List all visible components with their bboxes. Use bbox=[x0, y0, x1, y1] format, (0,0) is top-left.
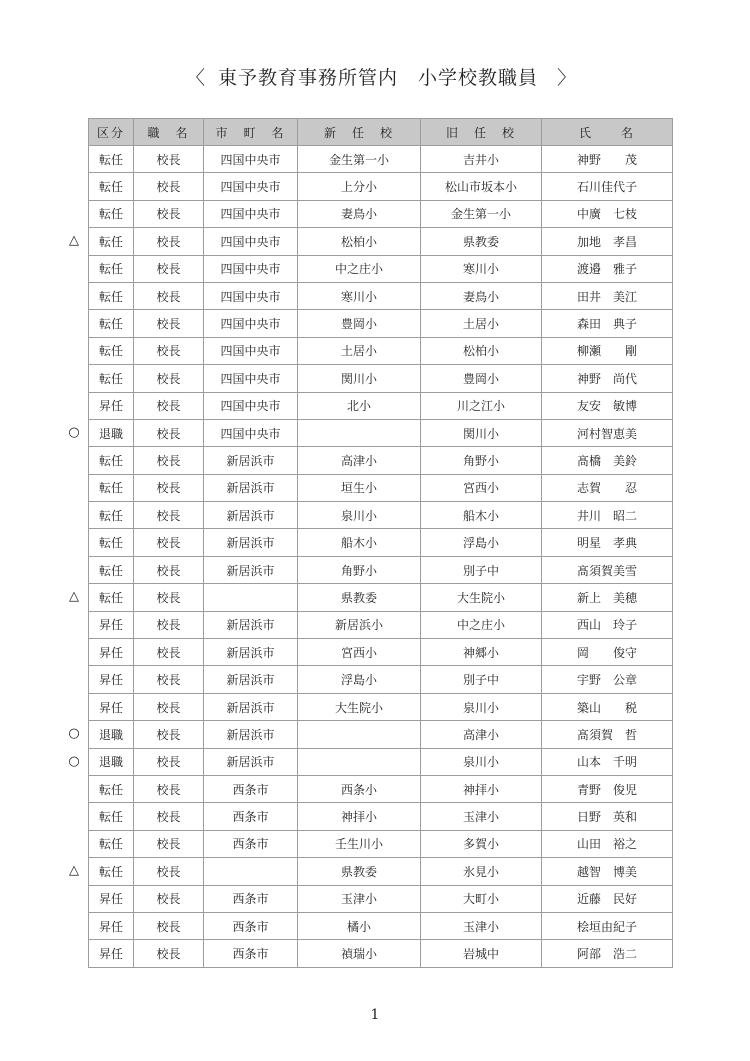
cell-name: 志賀 忍 bbox=[542, 474, 673, 501]
cell-old-school: 玉津小 bbox=[421, 912, 542, 939]
row-mark: ○ bbox=[68, 753, 80, 769]
row-mark bbox=[60, 145, 88, 172]
cell-name: 髙橋 美鈴 bbox=[542, 447, 673, 474]
cell-name: 神野 尚代 bbox=[542, 365, 673, 392]
cell-city: 西条市 bbox=[204, 775, 298, 802]
row-mark: ○ bbox=[68, 424, 80, 440]
cell-shoku: 校長 bbox=[134, 529, 204, 556]
cell-shoku: 校長 bbox=[134, 775, 204, 802]
cell-old-school: 多賀小 bbox=[421, 830, 542, 857]
row-mark bbox=[60, 638, 88, 665]
cell-shoku: 校長 bbox=[134, 803, 204, 830]
table-row bbox=[89, 365, 673, 392]
cell-shoku: 校長 bbox=[134, 666, 204, 693]
document-title bbox=[0, 63, 750, 93]
cell-new-school: 船木小 bbox=[298, 529, 421, 556]
table-row bbox=[89, 173, 673, 200]
row-mark bbox=[60, 528, 88, 555]
cell-new-school: 北小 bbox=[298, 392, 421, 419]
cell-shoku: 校長 bbox=[134, 556, 204, 583]
cell-old-school: 神郷小 bbox=[421, 639, 542, 666]
page-number: 1 bbox=[370, 1007, 380, 1023]
table-row bbox=[89, 912, 673, 939]
cell-new-school bbox=[298, 721, 421, 748]
cell-kubun: 転任 bbox=[89, 173, 134, 200]
row-mark bbox=[60, 912, 88, 939]
title-text: 東予教育事務所管内 小学校教職員 bbox=[218, 67, 539, 89]
cell-kubun: 転任 bbox=[89, 255, 134, 282]
cell-kubun: 退職 bbox=[89, 748, 134, 775]
header-new-school: 新 任 校 bbox=[298, 119, 421, 146]
cell-shoku: 校長 bbox=[134, 639, 204, 666]
cell-kubun: 転任 bbox=[89, 146, 134, 173]
row-marks-column bbox=[60, 145, 88, 967]
row-mark bbox=[60, 309, 88, 336]
cell-old-school: 関川小 bbox=[421, 419, 542, 446]
header-kubun: 区分 bbox=[89, 119, 134, 146]
cell-kubun: 転任 bbox=[89, 474, 134, 501]
cell-city: 新居浜市 bbox=[204, 639, 298, 666]
row-mark: ○ bbox=[68, 726, 80, 742]
cell-name: 新上 美穂 bbox=[542, 584, 673, 611]
cell-new-school: 大生院小 bbox=[298, 693, 421, 720]
row-mark: △ bbox=[69, 233, 79, 249]
cell-new-school: 中之庄小 bbox=[298, 255, 421, 282]
cell-new-school: 浮島小 bbox=[298, 666, 421, 693]
cell-new-school: 玉津小 bbox=[298, 885, 421, 912]
table-row bbox=[89, 666, 673, 693]
cell-city: 西条市 bbox=[204, 885, 298, 912]
cell-city: 四国中央市 bbox=[204, 419, 298, 446]
cell-name: 山本 千明 bbox=[542, 748, 673, 775]
cell-city bbox=[204, 858, 298, 885]
cell-new-school: 土居小 bbox=[298, 337, 421, 364]
cell-new-school: 関川小 bbox=[298, 365, 421, 392]
cell-kubun: 退職 bbox=[89, 721, 134, 748]
cell-name: 日野 英和 bbox=[542, 803, 673, 830]
cell-old-school: 松山市坂本小 bbox=[421, 173, 542, 200]
row-mark bbox=[60, 939, 88, 966]
title-open-bracket: 〈 bbox=[186, 67, 206, 89]
cell-new-school: 西条小 bbox=[298, 775, 421, 802]
cell-kubun: 転任 bbox=[89, 858, 134, 885]
cell-kubun: 昇任 bbox=[89, 666, 134, 693]
table-row bbox=[89, 419, 673, 446]
cell-city: 新居浜市 bbox=[204, 502, 298, 529]
table-row bbox=[89, 282, 673, 309]
cell-shoku: 校長 bbox=[134, 912, 204, 939]
table-row bbox=[89, 885, 673, 912]
table-row bbox=[89, 803, 673, 830]
cell-city: 四国中央市 bbox=[204, 365, 298, 392]
cell-name: 井川 昭二 bbox=[542, 502, 673, 529]
table-row bbox=[89, 639, 673, 666]
cell-kubun: 転任 bbox=[89, 447, 134, 474]
table-row bbox=[89, 775, 673, 802]
cell-new-school: 神拝小 bbox=[298, 803, 421, 830]
table-row bbox=[89, 310, 673, 337]
cell-city: 四国中央市 bbox=[204, 282, 298, 309]
cell-kubun: 転任 bbox=[89, 803, 134, 830]
cell-name: 近藤 民好 bbox=[542, 885, 673, 912]
cell-city: 四国中央市 bbox=[204, 310, 298, 337]
table-row bbox=[89, 721, 673, 748]
cell-shoku: 校長 bbox=[134, 310, 204, 337]
cell-shoku: 校長 bbox=[134, 392, 204, 419]
table-row bbox=[89, 228, 673, 255]
row-mark bbox=[60, 802, 88, 829]
cell-kubun: 転任 bbox=[89, 337, 134, 364]
cell-name: 渡邉 雅子 bbox=[542, 255, 673, 282]
cell-city: 新居浜市 bbox=[204, 693, 298, 720]
cell-kubun: 昇任 bbox=[89, 885, 134, 912]
table-row bbox=[89, 830, 673, 857]
cell-new-school bbox=[298, 748, 421, 775]
table-row bbox=[89, 529, 673, 556]
row-mark bbox=[60, 446, 88, 473]
row-mark bbox=[60, 611, 88, 638]
cell-kubun: 昇任 bbox=[89, 392, 134, 419]
cell-new-school: 寒川小 bbox=[298, 282, 421, 309]
cell-kubun: 昇任 bbox=[89, 912, 134, 939]
table-row bbox=[89, 556, 673, 583]
cell-kubun: 昇任 bbox=[89, 693, 134, 720]
cell-old-school: 浮島小 bbox=[421, 529, 542, 556]
cell-kubun: 退職 bbox=[89, 419, 134, 446]
cell-name: 髙須賀美雪 bbox=[542, 556, 673, 583]
cell-old-school: 妻鳥小 bbox=[421, 282, 542, 309]
table-row bbox=[89, 200, 673, 227]
row-mark bbox=[60, 200, 88, 227]
cell-name: 河村智恵美 bbox=[542, 419, 673, 446]
cell-new-school: 妻鳥小 bbox=[298, 200, 421, 227]
cell-old-school: 大町小 bbox=[421, 885, 542, 912]
cell-name: 中廣 七枝 bbox=[542, 200, 673, 227]
cell-city: 四国中央市 bbox=[204, 255, 298, 282]
cell-city: 西条市 bbox=[204, 940, 298, 967]
cell-new-school: 角野小 bbox=[298, 556, 421, 583]
row-mark bbox=[60, 255, 88, 282]
cell-kubun: 転任 bbox=[89, 556, 134, 583]
cell-kubun: 転任 bbox=[89, 502, 134, 529]
cell-kubun: 転任 bbox=[89, 529, 134, 556]
cell-city: 西条市 bbox=[204, 830, 298, 857]
header-old-school: 旧 任 校 bbox=[421, 119, 542, 146]
table-body bbox=[89, 146, 673, 968]
cell-new-school: 禎瑞小 bbox=[298, 940, 421, 967]
cell-shoku: 校長 bbox=[134, 474, 204, 501]
cell-shoku: 校長 bbox=[134, 584, 204, 611]
cell-kubun: 転任 bbox=[89, 310, 134, 337]
table-header-row bbox=[89, 119, 673, 146]
cell-city: 新居浜市 bbox=[204, 666, 298, 693]
header-city: 市 町 名 bbox=[204, 119, 298, 146]
cell-new-school: 上分小 bbox=[298, 173, 421, 200]
cell-name: 山田 裕之 bbox=[542, 830, 673, 857]
cell-new-school: 宮西小 bbox=[298, 639, 421, 666]
cell-name: 友安 敏博 bbox=[542, 392, 673, 419]
cell-name: 神野 茂 bbox=[542, 146, 673, 173]
cell-city: 四国中央市 bbox=[204, 228, 298, 255]
cell-old-school: 川之江小 bbox=[421, 392, 542, 419]
cell-old-school: 寒川小 bbox=[421, 255, 542, 282]
row-mark bbox=[60, 830, 88, 857]
cell-shoku: 校長 bbox=[134, 419, 204, 446]
cell-city: 四国中央市 bbox=[204, 337, 298, 364]
cell-shoku: 校長 bbox=[134, 940, 204, 967]
cell-new-school: 豊岡小 bbox=[298, 310, 421, 337]
cell-old-school: 玉津小 bbox=[421, 803, 542, 830]
header-name: 氏 名 bbox=[542, 119, 673, 146]
cell-shoku: 校長 bbox=[134, 200, 204, 227]
row-mark bbox=[60, 364, 88, 391]
cell-name: 築山 税 bbox=[542, 693, 673, 720]
cell-old-school: 県教委 bbox=[421, 228, 542, 255]
row-mark bbox=[60, 693, 88, 720]
cell-name: 森田 典子 bbox=[542, 310, 673, 337]
table-row bbox=[89, 693, 673, 720]
cell-shoku: 校長 bbox=[134, 255, 204, 282]
cell-name: 岡 俊守 bbox=[542, 639, 673, 666]
cell-shoku: 校長 bbox=[134, 337, 204, 364]
cell-new-school: 松柏小 bbox=[298, 228, 421, 255]
cell-old-school: 土居小 bbox=[421, 310, 542, 337]
row-mark bbox=[60, 337, 88, 364]
cell-new-school: 壬生川小 bbox=[298, 830, 421, 857]
cell-city: 四国中央市 bbox=[204, 392, 298, 419]
cell-old-school: 別子中 bbox=[421, 666, 542, 693]
cell-new-school: 新居浜小 bbox=[298, 611, 421, 638]
cell-name: 加地 孝昌 bbox=[542, 228, 673, 255]
cell-shoku: 校長 bbox=[134, 146, 204, 173]
cell-old-school: 船木小 bbox=[421, 502, 542, 529]
cell-shoku: 校長 bbox=[134, 228, 204, 255]
table-row bbox=[89, 584, 673, 611]
cell-shoku: 校長 bbox=[134, 693, 204, 720]
cell-name: 青野 俊児 bbox=[542, 775, 673, 802]
cell-new-school: 橘小 bbox=[298, 912, 421, 939]
cell-name: 田井 美江 bbox=[542, 282, 673, 309]
row-mark bbox=[60, 282, 88, 309]
cell-old-school: 松柏小 bbox=[421, 337, 542, 364]
cell-city: 新居浜市 bbox=[204, 721, 298, 748]
cell-old-school: 岩城中 bbox=[421, 940, 542, 967]
row-mark: △ bbox=[69, 589, 79, 605]
cell-new-school: 金生第一小 bbox=[298, 146, 421, 173]
table-row bbox=[89, 146, 673, 173]
cell-city: 新居浜市 bbox=[204, 474, 298, 501]
cell-kubun: 転任 bbox=[89, 775, 134, 802]
cell-new-school bbox=[298, 419, 421, 446]
table-row bbox=[89, 748, 673, 775]
cell-name: 髙須賀 哲 bbox=[542, 721, 673, 748]
cell-name: 桧垣由紀子 bbox=[542, 912, 673, 939]
cell-city: 四国中央市 bbox=[204, 200, 298, 227]
cell-name: 柳瀬 剛 bbox=[542, 337, 673, 364]
cell-old-school: 神拝小 bbox=[421, 775, 542, 802]
table-row bbox=[89, 255, 673, 282]
cell-new-school: 県教委 bbox=[298, 858, 421, 885]
row-mark bbox=[60, 501, 88, 528]
cell-old-school: 氷見小 bbox=[421, 858, 542, 885]
cell-name: 越智 博美 bbox=[542, 858, 673, 885]
row-mark bbox=[60, 775, 88, 802]
header-shoku: 職 名 bbox=[134, 119, 204, 146]
cell-kubun: 昇任 bbox=[89, 611, 134, 638]
table-row bbox=[89, 940, 673, 967]
cell-old-school: 角野小 bbox=[421, 447, 542, 474]
cell-city bbox=[204, 584, 298, 611]
cell-old-school: 別子中 bbox=[421, 556, 542, 583]
cell-city: 新居浜市 bbox=[204, 748, 298, 775]
cell-kubun: 昇任 bbox=[89, 940, 134, 967]
row-mark bbox=[60, 474, 88, 501]
cell-kubun: 転任 bbox=[89, 365, 134, 392]
cell-kubun: 転任 bbox=[89, 830, 134, 857]
cell-city: 新居浜市 bbox=[204, 447, 298, 474]
cell-kubun: 昇任 bbox=[89, 639, 134, 666]
cell-name: 西山 玲子 bbox=[542, 611, 673, 638]
cell-new-school: 県教委 bbox=[298, 584, 421, 611]
cell-new-school: 泉川小 bbox=[298, 502, 421, 529]
table-row bbox=[89, 611, 673, 638]
cell-kubun: 転任 bbox=[89, 228, 134, 255]
cell-shoku: 校長 bbox=[134, 282, 204, 309]
cell-shoku: 校長 bbox=[134, 721, 204, 748]
cell-shoku: 校長 bbox=[134, 830, 204, 857]
cell-shoku: 校長 bbox=[134, 173, 204, 200]
row-mark: △ bbox=[69, 863, 79, 879]
table-row bbox=[89, 858, 673, 885]
row-mark bbox=[60, 556, 88, 583]
row-mark bbox=[60, 392, 88, 419]
cell-shoku: 校長 bbox=[134, 365, 204, 392]
row-mark bbox=[60, 172, 88, 199]
cell-name: 阿部 浩二 bbox=[542, 940, 673, 967]
cell-shoku: 校長 bbox=[134, 611, 204, 638]
cell-name: 石川佳代子 bbox=[542, 173, 673, 200]
table-row bbox=[89, 474, 673, 501]
table-row bbox=[89, 337, 673, 364]
cell-shoku: 校長 bbox=[134, 748, 204, 775]
cell-old-school: 高津小 bbox=[421, 721, 542, 748]
cell-new-school: 垣生小 bbox=[298, 474, 421, 501]
cell-city: 四国中央市 bbox=[204, 146, 298, 173]
cell-old-school: 泉川小 bbox=[421, 693, 542, 720]
cell-city: 新居浜市 bbox=[204, 611, 298, 638]
cell-old-school: 泉川小 bbox=[421, 748, 542, 775]
table-row bbox=[89, 447, 673, 474]
cell-old-school: 中之庄小 bbox=[421, 611, 542, 638]
table-row bbox=[89, 502, 673, 529]
table-row bbox=[89, 392, 673, 419]
cell-city: 新居浜市 bbox=[204, 556, 298, 583]
cell-old-school: 吉井小 bbox=[421, 146, 542, 173]
personnel-table bbox=[88, 118, 673, 968]
cell-old-school: 大生院小 bbox=[421, 584, 542, 611]
cell-city: 西条市 bbox=[204, 803, 298, 830]
cell-old-school: 宮西小 bbox=[421, 474, 542, 501]
cell-kubun: 転任 bbox=[89, 200, 134, 227]
cell-new-school: 高津小 bbox=[298, 447, 421, 474]
cell-old-school: 豊岡小 bbox=[421, 365, 542, 392]
cell-shoku: 校長 bbox=[134, 885, 204, 912]
cell-old-school: 金生第一小 bbox=[421, 200, 542, 227]
row-mark bbox=[60, 665, 88, 692]
cell-city: 西条市 bbox=[204, 912, 298, 939]
cell-kubun: 転任 bbox=[89, 584, 134, 611]
cell-name: 明星 孝典 bbox=[542, 529, 673, 556]
title-close-bracket: 〉 bbox=[557, 67, 577, 89]
cell-kubun: 転任 bbox=[89, 282, 134, 309]
cell-city: 新居浜市 bbox=[204, 529, 298, 556]
row-mark bbox=[60, 885, 88, 912]
cell-shoku: 校長 bbox=[134, 447, 204, 474]
cell-city: 四国中央市 bbox=[204, 173, 298, 200]
cell-shoku: 校長 bbox=[134, 858, 204, 885]
cell-shoku: 校長 bbox=[134, 502, 204, 529]
cell-name: 宇野 公章 bbox=[542, 666, 673, 693]
